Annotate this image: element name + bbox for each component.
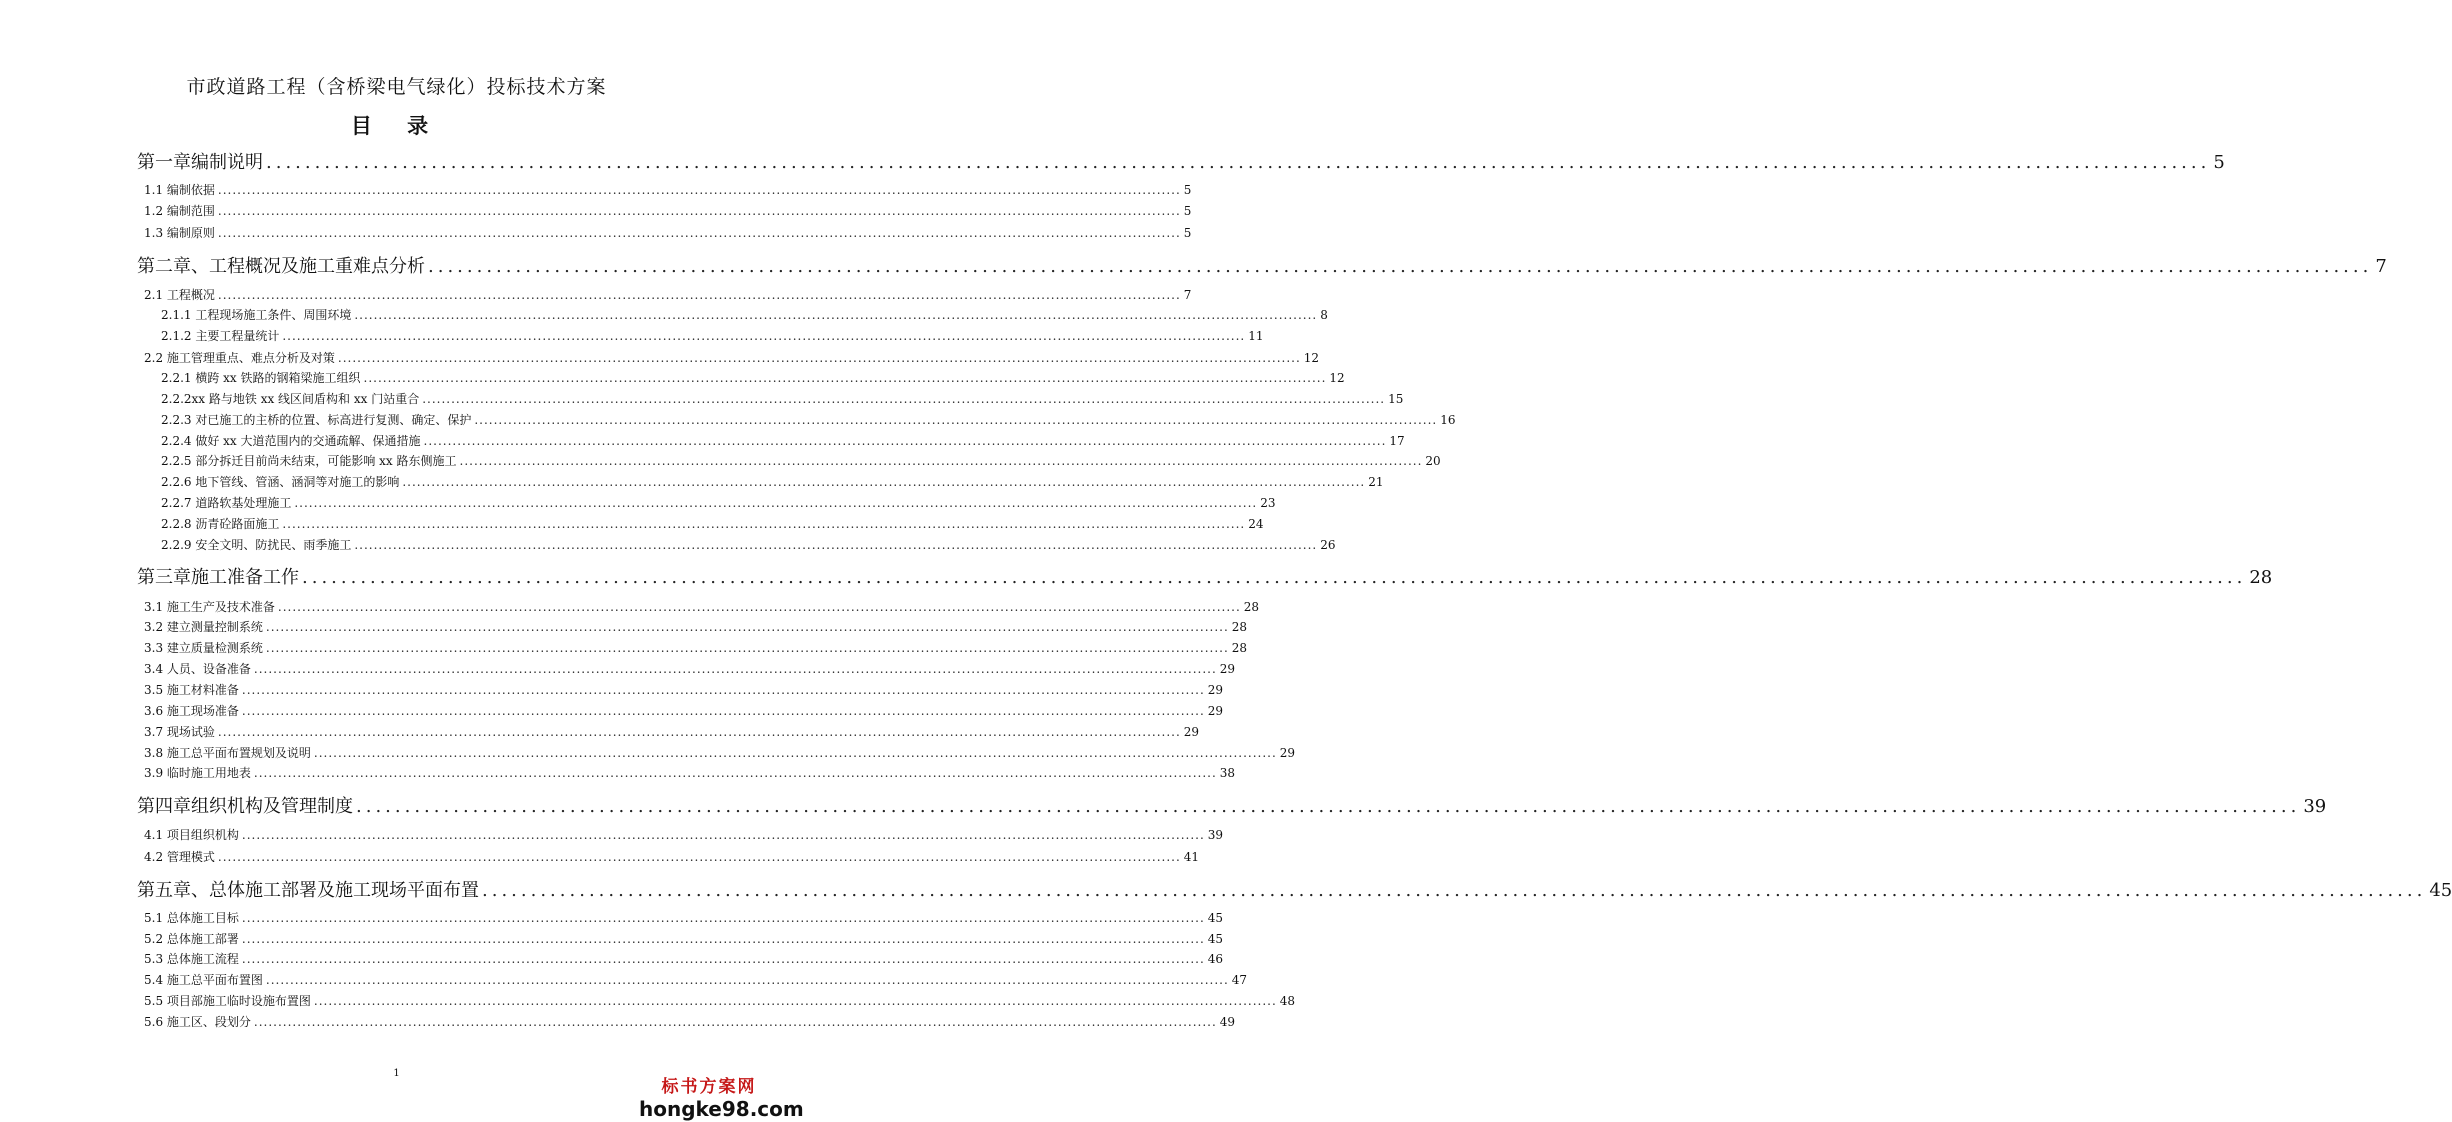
toc-entry-section[interactable] [144,930,1224,946]
toc-entry-page: 48 [1279,994,1296,1008]
toc-entry-subsection[interactable] [161,473,1384,489]
toc-leader-dots: ........................................................................................................................................................................................................ [428,256,2373,277]
toc-entry-page: 45 [1207,911,1224,925]
toc-entry-page: 28 [2249,567,2273,588]
toc-entry-section[interactable] [144,971,1248,987]
toc-entry-label: 3.4 人员、设备准备 [144,662,251,676]
toc-entry-page: 29 [1219,662,1236,676]
toc-entry-label: 3.3 建立质量检测系统 [144,641,263,655]
toc-leader-dots: ........................................................................................................................................................................................................ [253,766,1217,780]
toc-entry-section[interactable] [144,224,1192,240]
toc-entry-label: 2.2.5 部分拆迁目前尚未结束，可能影响 xx 路东侧施工 [161,454,457,468]
toc-entry-page: 16 [1440,413,1456,427]
toc-entry-page: 20 [1425,454,1441,468]
toc-entry-chapter[interactable] [137,252,2387,277]
toc-leader-dots: ........................................................................................................................................................................................................ [337,351,1301,365]
toc-entry-label: 5.5 项目部施工临时设施布置图 [144,994,311,1008]
toc-entry-label: 5.6 施工区、段划分 [144,1015,251,1029]
toc-entry-page: 45 [1207,932,1224,946]
toc-entry-section[interactable] [144,744,1296,760]
toc-entry-section[interactable] [144,618,1248,634]
toc-entry-label: 3.1 施工生产及技术准备 [144,600,275,614]
toc-entry-section[interactable] [144,702,1224,718]
toc-entry-label: 第一章编制说明 [137,152,263,173]
toc-entry-label: 2.2.8 沥青砼路面施工 [161,517,280,531]
toc-entry-section[interactable] [144,202,1192,218]
toc-leader-dots: ........................................................................................................................................................................................................ [482,880,2427,901]
toc-leader-dots: ........................................................................................................................................................................................................ [241,952,1205,966]
toc-leader-dots: ........................................................................................................................................................................................................ [282,329,1246,343]
toc-entry-page: 29 [1207,683,1224,697]
watermark-brand: 标书方案网 [661,1077,757,1097]
toc-entry-label: 3.9 临时施工用地表 [144,766,251,780]
toc-leader-dots: ........................................................................................................................................................................................................ [474,413,1438,427]
toc-entry-chapter[interactable] [137,148,2225,173]
toc-entry-page: 29 [1207,704,1224,718]
toc-entry-label: 2.2.6 地下管线、管涵、涵洞等对施工的影响 [161,475,400,489]
toc-entry-label: 3.6 施工现场准备 [144,704,239,718]
toc-entry-label: 1.3 编制原则 [144,226,215,240]
toc-leader-dots: ........................................................................................................................................................................................................ [282,517,1246,531]
toc-leader-dots: ........................................................................................................................................................................................................ [363,371,1327,385]
toc-leader-dots: ........................................................................................................................................................................................................ [241,932,1205,946]
document-title: 市政道路工程（含桥梁电气绿化）投标技术方案 [186,76,607,98]
watermark-logo [639,1072,804,1121]
toc-entry-section[interactable] [144,723,1200,739]
toc-entry-section[interactable] [144,826,1224,842]
toc-entry-section[interactable] [144,286,1192,302]
toc-entry-label: 第三章施工准备工作 [137,567,299,588]
toc-leader-dots: ........................................................................................................................................................................................................ [354,308,1318,322]
toc-entry-section[interactable] [144,764,1236,780]
toc-entry-subsection[interactable] [161,306,1328,322]
toc-entry-page: 47 [1231,973,1248,987]
toc-entry-subsection[interactable] [161,515,1264,531]
toc-entry-subsection[interactable] [161,452,1441,468]
toc-entry-page: 28 [1243,600,1260,614]
toc-leader-dots: ........................................................................................................................................................................................................ [241,828,1205,842]
toc-entry-page: 46 [1207,952,1224,966]
toc-leader-dots: ........................................................................................................................................................................................................ [241,683,1205,697]
toc-leader-dots: ........................................................................................................................................................................................................ [217,204,1181,218]
toc-entry-page: 29 [1279,746,1296,760]
toc-entry-label: 第五章、总体施工部署及施工现场平面布置 [137,880,479,901]
toc-entry-subsection[interactable] [161,432,1405,448]
toc-entry-label: 1.1 编制依据 [144,183,215,197]
toc-entry-label: 第二章、工程概况及施工重难点分析 [137,256,425,277]
toc-entry-page: 17 [1389,434,1405,448]
toc-entry-section[interactable] [144,639,1248,655]
toc-entry-label: 2.2.3 对已施工的主桥的位置、标高进行复测、确定、保护 [161,413,472,427]
toc-entry-page: 21 [1368,475,1384,489]
toc-entry-label: 4.1 项目组织机构 [144,828,239,842]
toc-entry-page: 5 [1183,183,1192,197]
toc-entry-subsection[interactable] [161,327,1264,343]
toc-entry-label: 2.2.7 道路软基处理施工 [161,496,292,510]
toc-entry-chapter[interactable] [137,563,2273,588]
toc-entry-page: 23 [1260,496,1276,510]
toc-leader-dots: ........................................................................................................................................................................................................ [402,475,1366,489]
toc-entry-label: 5.2 总体施工部署 [144,932,239,946]
toc-leader-dots: ........................................................................................................................................................................................................ [459,454,1423,468]
toc-leader-dots: ........................................................................................................................................................................................................ [302,567,2247,588]
toc-entry-page: 26 [1320,538,1336,552]
toc-leader-dots: ........................................................................................................................................................................................................ [354,538,1318,552]
toc-entry-label: 3.8 施工总平面布置规划及说明 [144,746,311,760]
toc-entry-page: 29 [1183,725,1200,739]
toc-entry-label: 5.3 总体施工流程 [144,952,239,966]
toc-entry-page: 38 [1219,766,1236,780]
toc-leader-dots: ........................................................................................................................................................................................................ [313,994,1277,1008]
toc-entry-page: 15 [1388,392,1404,406]
toc-entry-chapter[interactable] [137,792,2327,817]
toc-leader-dots: ........................................................................................................................................................................................................ [294,496,1258,510]
toc-leader-dots: ........................................................................................................................................................................................................ [313,746,1277,760]
toc-entry-label: 2.2.9 安全文明、防扰民、雨季施工 [161,538,352,552]
toc-entry-page: 39 [1207,828,1224,842]
page-number: 1 [393,1068,400,1079]
toc-entry-label: 3.7 现场试验 [144,725,215,739]
toc-entry-section[interactable] [144,181,1192,197]
toc-entry-page: 7 [1183,288,1192,302]
toc-entry-section[interactable] [144,598,1260,614]
toc-entry-page: 41 [1183,850,1200,864]
toc-entry-page: 5 [1183,226,1192,240]
toc-entry-page: 5 [1183,204,1192,218]
toc-entry-label: 2.2 施工管理重点、难点分析及对策 [144,351,335,365]
toc-entry-label: 2.1.2 主要工程量统计 [161,329,280,343]
toc-entry-page: 28 [1231,620,1248,634]
toc-leader-dots: ........................................................................................................................................................................................................ [253,1015,1217,1029]
toc-entry-section[interactable] [144,681,1224,697]
toc-entry-label: 4.2 管理模式 [144,850,215,864]
toc-entry-label: 第四章组织机构及管理制度 [137,796,353,817]
toc-entry-subsection[interactable] [161,536,1336,552]
toc-entry-section[interactable] [144,349,1320,365]
toc-entry-page: 7 [2375,256,2387,277]
toc-entry-label: 2.2.2xx 路与地铁 xx 线区间盾构和 xx 门站重合 [161,392,420,406]
toc-entry-section[interactable] [144,950,1224,966]
toc-leader-dots: ........................................................................................................................................................................................................ [241,911,1205,925]
toc-leader-dots: ........................................................................................................................................................................................................ [217,183,1181,197]
toc-entry-page: 39 [2303,796,2327,817]
toc-entry-page: 45 [2429,880,2452,901]
toc-leader-dots: ........................................................................................................................................................................................................ [265,973,1229,987]
toc-entry-subsection[interactable] [161,390,1404,406]
toc-entry-section[interactable] [144,992,1296,1008]
toc-leader-dots: ........................................................................................................................................................................................................ [217,226,1181,240]
watermark-url: hongke98.com [639,1097,804,1121]
toc-entry-label: 1.2 编制范围 [144,204,215,218]
toc-leader-dots: ........................................................................................................................................................................................................ [241,704,1205,718]
toc-entry-label: 3.2 建立测量控制系统 [144,620,263,634]
toc-entry-section[interactable] [144,848,1200,864]
toc-leader-dots: ........................................................................................................................................................................................................ [217,725,1181,739]
toc-leader-dots: ........................................................................................................................................................................................................ [217,850,1181,864]
toc-entry-page: 28 [1231,641,1248,655]
toc-entry-section[interactable] [144,1013,1236,1029]
toc-entry-page: 12 [1329,371,1345,385]
toc-leader-dots: ........................................................................................................................................................................................................ [217,288,1181,302]
toc-entry-label: 5.4 施工总平面布置图 [144,973,263,987]
toc-entry-subsection[interactable] [161,369,1345,385]
toc-entry-label: 2.2.4 做好 xx 大道范围内的交通疏解、保通措施 [161,434,421,448]
toc-entry-label: 2.2.1 横跨 xx 铁路的钢箱梁施工组织 [161,371,361,385]
toc-entry-label: 2.1 工程概况 [144,288,215,302]
toc-entry-label: 2.1.1 工程现场施工条件、周围环境 [161,308,352,322]
toc-leader-dots: ........................................................................................................................................................................................................ [422,392,1386,406]
toc-entry-page: 5 [2213,152,2225,173]
toc-heading: 目 录 [350,113,443,138]
toc-entry-subsection[interactable] [161,411,1456,427]
toc-leader-dots: ........................................................................................................................................................................................................ [265,641,1229,655]
toc-entry-section[interactable] [144,660,1236,676]
toc-entry-subsection[interactable] [161,494,1276,510]
toc-leader-dots: ........................................................................................................................................................................................................ [266,152,2211,173]
toc-leader-dots: ........................................................................................................................................................................................................ [423,434,1387,448]
toc-entry-page: 12 [1303,351,1320,365]
toc-entry-page: 8 [1320,308,1328,322]
toc-entry-chapter[interactable] [137,876,2452,901]
toc-entry-label: 3.5 施工材料准备 [144,683,239,697]
toc-entry-label: 5.1 总体施工目标 [144,911,239,925]
toc-leader-dots: ........................................................................................................................................................................................................ [265,620,1229,634]
toc-entry-section[interactable] [144,909,1224,925]
toc-leader-dots: ........................................................................................................................................................................................................ [253,662,1217,676]
toc-leader-dots: ........................................................................................................................................................................................................ [277,600,1241,614]
toc-entry-page: 11 [1248,329,1264,343]
toc-entry-page: 24 [1248,517,1264,531]
toc-entry-page: 49 [1219,1015,1236,1029]
toc-leader-dots: ........................................................................................................................................................................................................ [356,796,2301,817]
